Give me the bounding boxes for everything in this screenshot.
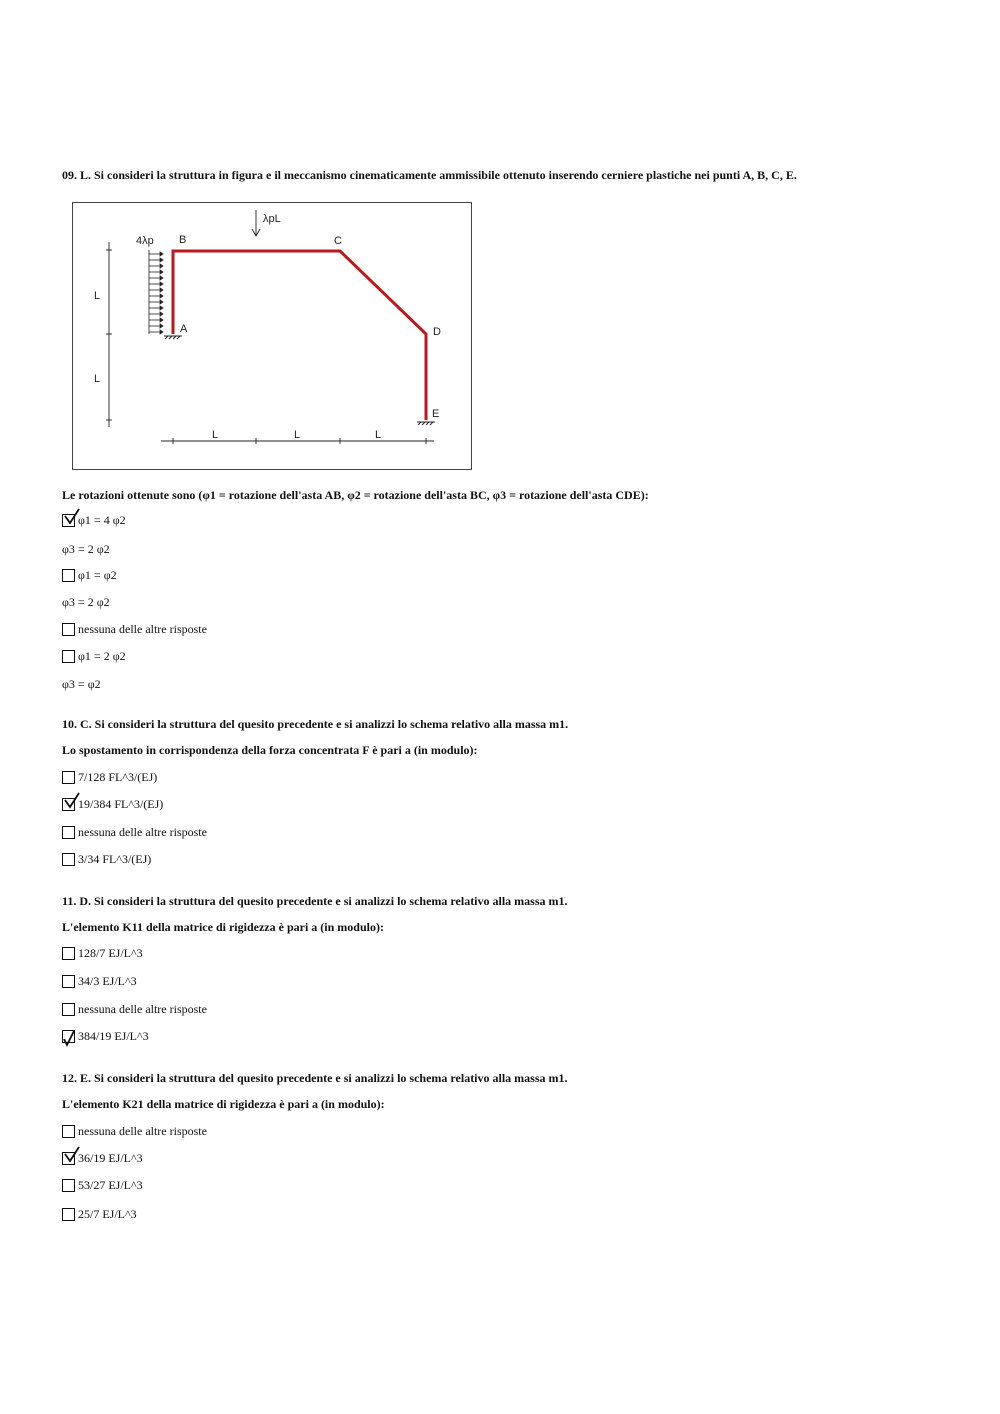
option-label: nessuna delle altre risposte (78, 1124, 207, 1138)
option-label: 25/7 EJ/L^3 (78, 1207, 137, 1221)
checkbox[interactable] (62, 1179, 75, 1192)
q12-option-1[interactable] (62, 1124, 207, 1139)
q09-option-2[interactable] (62, 568, 117, 583)
question-10-title: 10. C. Si consideri la struttura del quesito precedente e si analizzi lo schema relativo alla massa m1. (62, 717, 569, 731)
checkbox[interactable] (62, 826, 75, 839)
q09-option-3[interactable] (62, 622, 207, 637)
q12-option-4[interactable] (62, 1207, 137, 1222)
checkbox-checked[interactable] (62, 1152, 75, 1165)
checkbox[interactable] (62, 853, 75, 866)
checkbox[interactable] (62, 1003, 75, 1016)
structure-diagram (72, 202, 472, 470)
q10-option-4[interactable] (62, 852, 151, 867)
option-label: nessuna delle altre risposte (78, 825, 207, 839)
option-label: nessuna delle altre risposte (78, 622, 207, 636)
dim-label-v2: L (94, 373, 101, 385)
checkbox[interactable] (62, 569, 75, 582)
q12-option-2[interactable] (62, 1151, 143, 1166)
option-label: 384/19 EJ/L^3 (78, 1029, 149, 1043)
option-label: 36/19 EJ/L^3 (78, 1151, 143, 1165)
q11-option-1[interactable] (62, 946, 143, 961)
q09-option-4-continuation: φ3 = φ2 (62, 677, 101, 691)
q09-option-2-continuation: φ3 = 2 φ2 (62, 595, 110, 609)
node-a-label: A (180, 323, 188, 335)
q10-option-3[interactable] (62, 825, 207, 840)
node-e-label: E (432, 408, 440, 420)
q10-option-1[interactable] (62, 770, 157, 785)
q11-option-2[interactable] (62, 974, 137, 989)
load-top-label: λpL (263, 213, 281, 225)
question-12-prompt: L'elemento K21 della matrice di rigidezza è pari a (in modulo): (62, 1097, 385, 1111)
checkbox-checked[interactable] (62, 798, 75, 811)
option-label: 7/128 FL^3/(EJ) (78, 770, 158, 784)
checkbox[interactable] (62, 623, 75, 636)
q09-option-4[interactable] (62, 649, 126, 664)
question-10-prompt: Lo spostamento in corrispondenza della forza concentrata F è pari a (in modulo): (62, 743, 478, 757)
option-label: 34/3 EJ/L^3 (78, 974, 137, 988)
question-11-prompt: L'elemento K11 della matrice di rigidezza è pari a (in modulo): (62, 920, 384, 934)
node-d-label: D (433, 326, 441, 338)
dim-label-v1: L (94, 290, 101, 302)
question-12-title: 12. E. Si consideri la struttura del quesito precedente e si analizzi lo schema relativo alla massa m1. (62, 1071, 568, 1085)
figure-border (73, 203, 472, 470)
dim-label-h3: L (375, 429, 382, 441)
question-11-title: 11. D. Si consideri la struttura del quesito precedente e si analizzi lo schema relativo alla massa m1. (62, 894, 568, 908)
checkbox-checked[interactable] (62, 1030, 75, 1043)
checkbox[interactable] (62, 975, 75, 988)
node-b-label: B (179, 234, 187, 246)
dim-label-h1: L (212, 429, 219, 441)
option-label: nessuna delle altre risposte (78, 1002, 207, 1016)
checkbox[interactable] (62, 1208, 75, 1221)
option-label: 19/384 FL^3/(EJ) (78, 797, 164, 811)
question-09-prompt: Le rotazioni ottenute sono (φ1 = rotazione dell'asta AB, φ2 = rotazione dell'asta BC, φ3 = rotazione dell'asta CDE): (62, 488, 649, 502)
checkbox[interactable] (62, 1125, 75, 1138)
q10-option-2[interactable] (62, 797, 163, 812)
q09-option-1[interactable] (62, 513, 126, 528)
option-label: 53/27 EJ/L^3 (78, 1178, 143, 1192)
checkbox-checked[interactable] (62, 514, 75, 527)
question-09-title: 09. L. Si consideri la struttura in figura e il meccanismo cinematicamente ammissibile ottenuto inserendo cerniere plastiche nei punti A, B, C, E. (62, 168, 797, 182)
checkbox[interactable] (62, 947, 75, 960)
q11-option-3[interactable] (62, 1002, 207, 1017)
dim-label-h2: L (294, 429, 301, 441)
structure-figure (72, 202, 472, 470)
load-side-label: 4λp (136, 235, 154, 247)
option-label: φ1 = φ2 (78, 568, 117, 582)
q09-option-1-continuation: φ3 = 2 φ2 (62, 542, 110, 556)
node-c-label: C (334, 235, 342, 247)
option-label: 3/34 FL^3/(EJ) (78, 852, 152, 866)
q11-option-4[interactable] (62, 1029, 149, 1044)
option-label: φ1 = 4 φ2 (78, 513, 126, 527)
q12-option-3[interactable] (62, 1178, 143, 1193)
checkbox[interactable] (62, 650, 75, 663)
option-label: φ1 = 2 φ2 (78, 649, 126, 663)
checkbox[interactable] (62, 771, 75, 784)
option-label: 128/7 EJ/L^3 (78, 946, 143, 960)
